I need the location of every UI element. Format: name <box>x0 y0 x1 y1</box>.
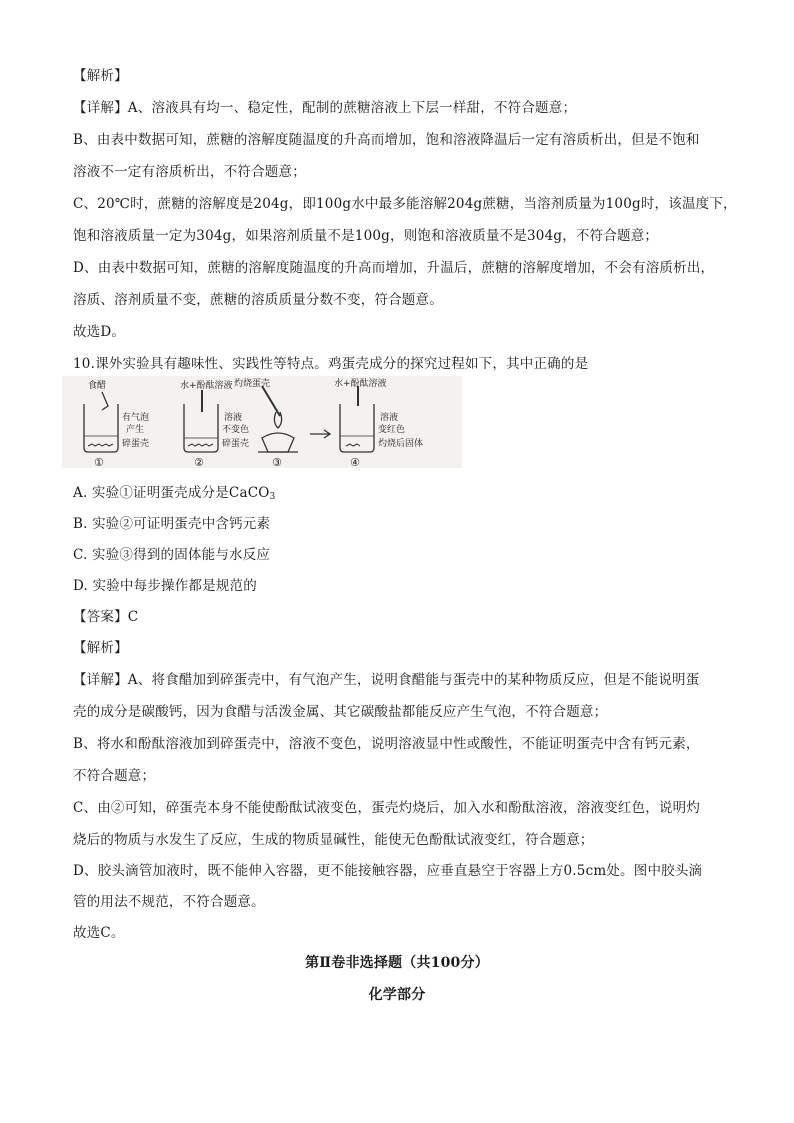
label-red: 变红色 <box>378 425 406 435</box>
experiment-figure <box>62 376 462 468</box>
label-water-phenol-1: 水+酚酞溶液 <box>180 381 233 391</box>
label-burn: 灼烧蛋壳 <box>234 379 271 389</box>
answer-label: 【答案】C <box>73 609 139 625</box>
label-bubbles-2: 产生 <box>126 425 145 435</box>
answer-choice-10: 故选C。 <box>73 925 125 941</box>
label-num-4: ④ <box>350 456 360 468</box>
question-10-stem: 10.课外实验具有趣味性、实践性等特点。鸡蛋壳成分的探究过程如下，其中正确的是 <box>73 356 589 372</box>
detail-b-line2: 溶液不一定有溶质析出，不符合题意； <box>73 164 306 180</box>
part2-title: 第Ⅱ卷非选择题（共100分） <box>305 955 489 971</box>
label-shell-2: 碎蛋壳 <box>222 439 250 449</box>
detail-d-line2: 溶质、溶剂质量不变，蔗糖的溶质质量分数不变，符合题意。 <box>73 292 443 308</box>
detail10-c-line1: C、由②可知，碎蛋壳本身不能使酚酞试液变色，蛋壳灼烧后，加入水和酚酞溶液，溶液变红色，说明灼 <box>73 800 701 816</box>
label-num-1: ① <box>94 456 104 468</box>
option-b: B. 实验②可证明蛋壳中含钙元素 <box>73 516 271 532</box>
detail-c-line1: C、20℃时，蔗糖的溶解度是204g，即100g水中最多能溶解204g蔗糖，当溶剂质量为100g时，该温度下， <box>73 196 737 212</box>
detail-d-line1: D、由表中数据可知，蔗糖的溶解度随温度的升高而增加，升温后，蔗糖的溶解度增加，不会有溶质析出， <box>73 260 715 276</box>
detail10-b-line2: 不符合题意； <box>73 768 156 784</box>
detail-a: 【详解】A、溶液具有均一、稳定性，配制的蔗糖溶液上下层一样甜，不符合题意； <box>73 100 577 116</box>
detail10-d-line2: 管的用法不规范，不符合题意。 <box>73 894 265 910</box>
analysis-heading-10: 【解析】 <box>73 640 128 656</box>
detail10-a-line2: 壳的成分是碳酸钙，因为食醋与活泼金属、其它碳酸盐都能反应产生气泡，不符合题意； <box>73 704 608 720</box>
option-a-text: A. 实验①证明蛋壳成分是CaCO <box>73 485 270 501</box>
label-bubbles-1: 有气泡 <box>122 413 150 423</box>
detail10-d-line1: D、胶头滴管加液时，既不能伸入容器，更不能接触容器，应垂直悬空于容器上方0.5cm处。图中胶头滴 <box>73 863 703 879</box>
option-a <box>73 483 275 507</box>
label-solution-2: 溶液 <box>224 413 243 423</box>
option-d: D. 实验中每步操作都是规范的 <box>73 578 257 594</box>
label-vinegar: 食醋 <box>88 381 107 391</box>
analysis-heading: 【解析】 <box>73 68 128 84</box>
label-solution-4: 溶液 <box>380 413 399 423</box>
label-no-change: 不变色 <box>222 425 250 435</box>
option-c: C. 实验③得到的固体能与水反应 <box>73 547 271 563</box>
detail-b-line1: B、由表中数据可知，蔗糖的溶解度随温度的升高而增加，饱和溶液降温后一定有溶质析出，但是不饱和 <box>73 132 700 148</box>
label-shell-1: 碎蛋壳 <box>122 439 150 449</box>
detail10-b-line1: B、将水和酚酞溶液加到碎蛋壳中，溶液不变色，说明溶液显中性或酸性，不能证明蛋壳中含有钙元素， <box>73 736 700 752</box>
detail-c-line2: 饱和溶液质量一定为304g，如果溶剂质量不是100g，则饱和溶液质量不是304g，不符合题意； <box>73 228 659 244</box>
part2-subtitle: 化学部分 <box>368 987 426 1003</box>
detail10-c-line2: 烧后的物质与水发生了反应，生成的物质显碱性，能使无色酚酞试液变红，符合题意； <box>73 832 594 848</box>
label-num-3: ③ <box>272 456 282 468</box>
label-solid: 灼烧后固体 <box>378 439 424 449</box>
detail10-a-line1: 【详解】A、将食醋加到碎蛋壳中，有气泡产生，说明食醋能与蛋壳中的某种物质反应，但是不能说明蛋 <box>73 672 700 688</box>
option-a-subscript: 3 <box>269 492 276 502</box>
label-num-2: ② <box>194 456 204 468</box>
answer-choice-9: 故选D。 <box>73 324 126 340</box>
label-water-phenol-2: 水+酚酞溶液 <box>334 379 387 389</box>
